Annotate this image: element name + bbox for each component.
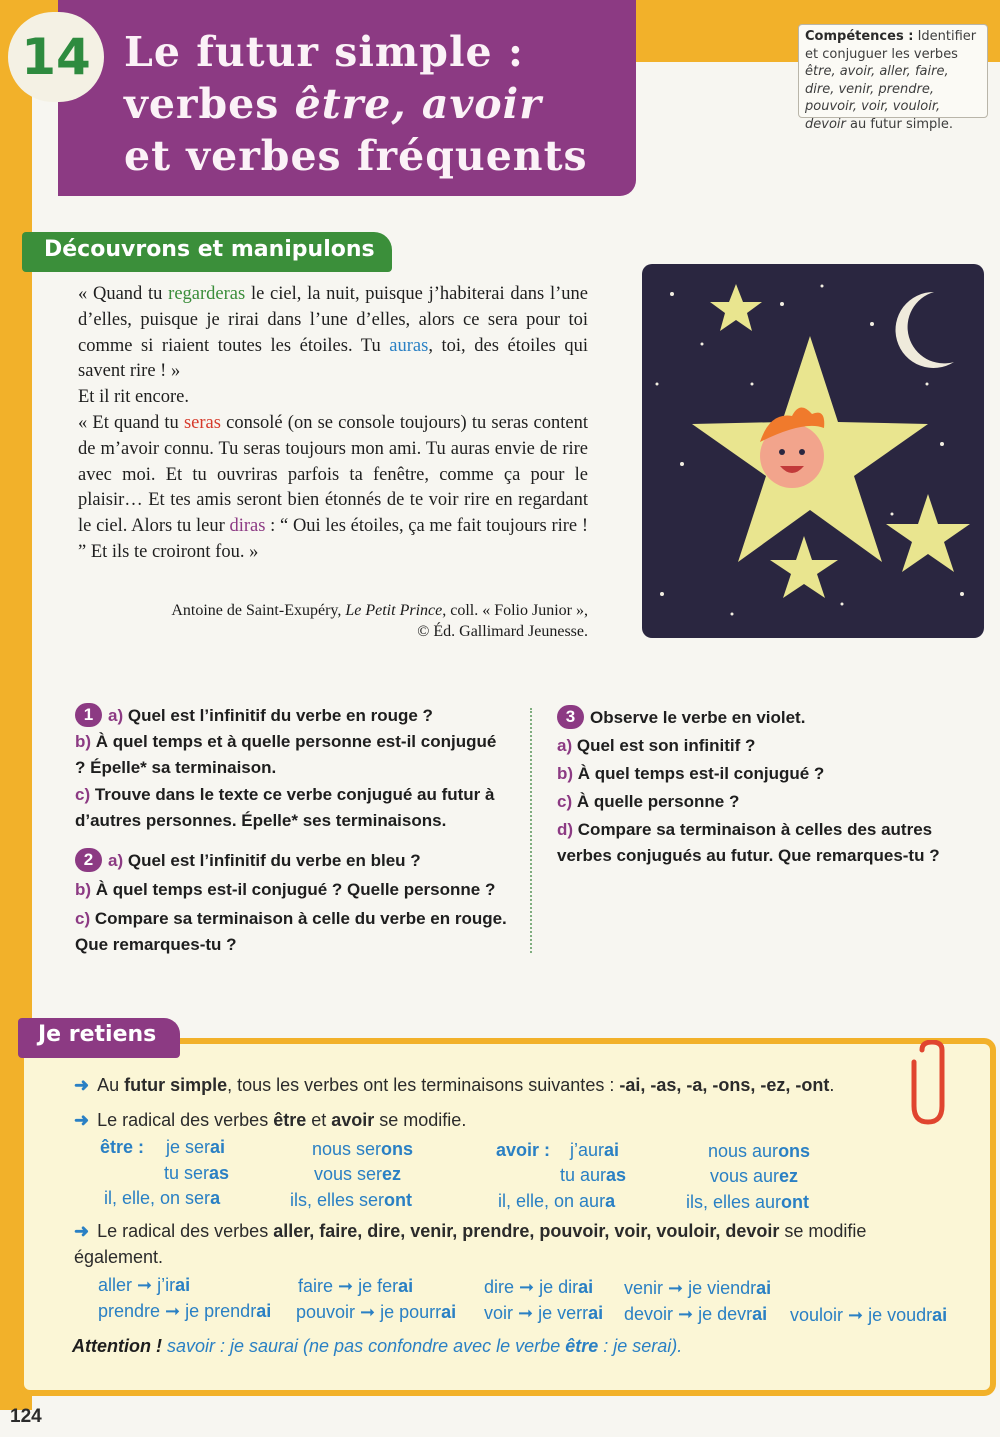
retiens-heading: Je retiens (18, 1018, 180, 1058)
question-1c: c) Trouve dans le texte ce verbe conjugué au futur à d’autres personnes. Épelle* ses terminaisons. (75, 785, 495, 830)
question-3-intro: 3 Observe le verbe en violet. (557, 705, 989, 731)
question-number-2: 2 (75, 848, 102, 872)
etre-label: être : (100, 1137, 145, 1157)
red-verb: seras (183, 412, 221, 433)
irregular-aller: aller ➞ j’irai (98, 1275, 191, 1295)
story-paragraph-2: Et il rit encore. (78, 387, 189, 408)
question-3d: d) Compare sa terminaison à celles des autres verbes conjugués au futur. Que remarques-tu ? (557, 820, 940, 865)
question-number-1: 1 (75, 703, 102, 727)
story-text (78, 282, 588, 566)
story-paragraph-3: « Et quand tu seras consolé (on se console toujours) tu seras content de m’avoir connu. Tu seras toujours mon ami. Tu auras envie de rire avec moi. Et tu ouvriras parfois ta fenêtre, comme ça pour le plaisir… Et tes amis seront bien étonnés de te voir rire en regardant le ciel. Alors tu leur diras : “ Oui les étoiles, ça me fait toujours rire ! ” Et ils te croiront fou. » (78, 412, 589, 562)
irregular-vouloir: vouloir ➞ je voudrai (790, 1305, 948, 1325)
question-2a: 2 a) Quel est l’infinitif du verbe en bleu ? (75, 848, 507, 874)
irregular-venir: venir ➞ je viendrai (624, 1278, 772, 1298)
avoir-ils: ils, elles auront (686, 1192, 810, 1212)
avoir-tu: tu auras (560, 1165, 627, 1185)
title-line-2: verbes être, avoir (124, 80, 542, 128)
avoir-label: avoir : (496, 1140, 551, 1160)
question-1a: 1 a) Quel est l’infinitif du verbe en rouge ? (75, 703, 507, 729)
question-2c: c) Compare sa terminaison à celle du verbe en rouge. Que remarques-tu ? (75, 909, 507, 954)
question-3a: a) Quel est son infinitif ? (557, 736, 756, 755)
title-line-1: Le futur simple : (124, 28, 525, 76)
lesson-number-badge: 14 (8, 12, 104, 102)
question-2b: b) À quel temps est-il conjugué ? Quelle personne ? (75, 880, 496, 899)
page-number: 124 (10, 1406, 42, 1427)
avoir-il: il, elle, on aura (498, 1191, 616, 1211)
questions-right-column (557, 705, 989, 869)
green-verb: regarderas (168, 284, 246, 304)
irregular-prendre: prendre ➞ je prendrai (98, 1301, 272, 1321)
rule-1: ➜ Au futur simple, tous les verbes ont les terminaisons suivantes : -ai, -as, -a, -ons, -ez, -ont. (74, 1075, 835, 1095)
etre-je: je serai (166, 1137, 226, 1157)
rule-2: ➜ Le radical des verbes être et avoir se modifie. (74, 1110, 467, 1130)
story-paragraph-1: « Quand tu regarderas le ciel, la nuit, puisque j’habiterai dans l’une d’elles, puisque je rirai dans l’une d’elles, alors ce sera pour toi comme si riaient toutes les étoiles. Tu auras, toi, des étoiles qui savent rire ! » (78, 284, 588, 382)
column-divider (530, 708, 532, 953)
question-3b: b) À quel temps est-il conjugué ? (557, 764, 825, 783)
purple-verb: diras (229, 516, 266, 537)
etre-nous: nous serons (312, 1139, 414, 1159)
question-1b: b) À quel temps et à quelle personne est-il conjugué ? Épelle* sa terminaison. (75, 732, 497, 777)
avoir-nous: nous aurons (708, 1141, 811, 1161)
etre-tu: tu seras (164, 1163, 230, 1183)
etre-il: il, elle, on sera (104, 1188, 221, 1208)
question-3c: c) À quelle personne ? (557, 792, 740, 811)
irregular-devoir: devoir ➞ je devrai (624, 1304, 768, 1324)
arrow-right-icon: ➜ (74, 1221, 90, 1241)
source-citation: Antoine de Saint-Exupéry, Le Petit Prince, coll. « Folio Junior », © Éd. Gallimard Jeunesse. (171, 602, 588, 640)
arrow-right-icon: ➜ (74, 1075, 90, 1095)
etre-vous: vous serez (314, 1164, 402, 1184)
avoir-je: j’aurai (570, 1140, 620, 1160)
competences-box: Compétences : Identifier et conjuguer les verbes être, avoir, aller, faire, dire, venir, prendre, pouvoir, voir, vouloir, devoir au futur simple. (798, 24, 988, 118)
irregular-voir: voir ➞ je verrai (484, 1303, 604, 1323)
avoir-vous: vous aurez (710, 1166, 799, 1186)
page-title (124, 26, 634, 182)
rule-3: ➜ Le radical des verbes aller, faire, dire, venir, prendre, pouvoir, voir, vouloir, devoir se modifie également. (74, 1221, 867, 1267)
questions-left-column (75, 703, 507, 958)
irregular-pouvoir: pouvoir ➞ je pourrai (296, 1302, 457, 1322)
etre-ils: ils, elles seront (290, 1190, 413, 1210)
blue-verb: auras (389, 335, 429, 356)
question-number-3: 3 (557, 705, 584, 729)
irregular-faire: faire ➞ je ferai (298, 1276, 414, 1296)
irregular-dire: dire ➞ je dirai (484, 1277, 594, 1297)
discover-heading: Découvrons et manipulons (22, 232, 392, 272)
title-line-3: et verbes fréquents (124, 132, 588, 180)
attention-note: Attention ! savoir : je saurai (ne pas confondre avec le verbe être : je serai). (72, 1336, 683, 1356)
little-prince-stars-illustration (642, 264, 984, 638)
arrow-right-icon: ➜ (74, 1110, 90, 1130)
